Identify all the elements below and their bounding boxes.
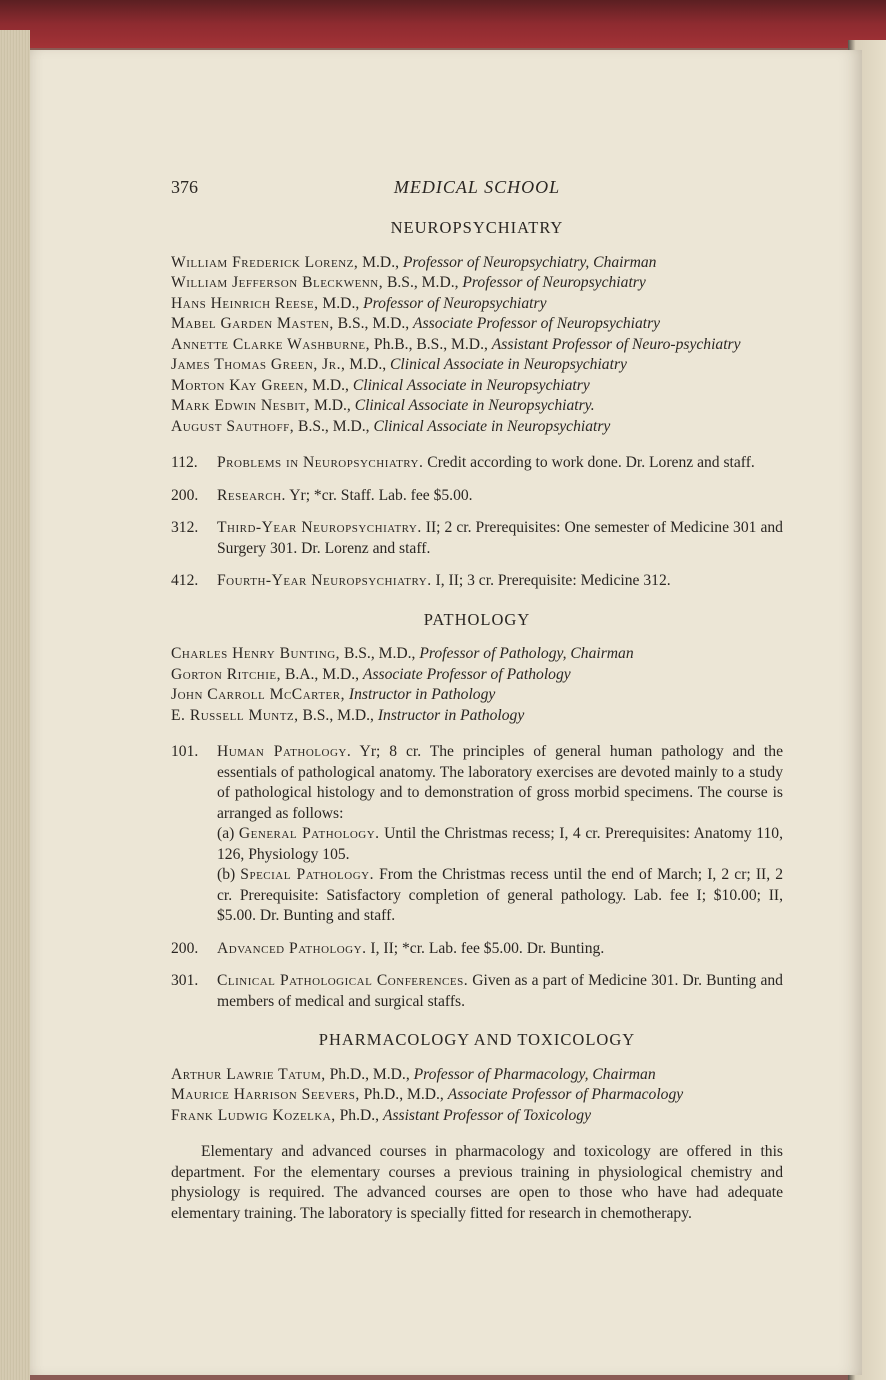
course-entry bbox=[171, 742, 783, 927]
course-description: Fourth-Year Neuropsychiatry. I, II; 3 cr. Prerequisite: Medicine 312. bbox=[217, 572, 671, 589]
course-number: 200. bbox=[171, 486, 199, 504]
course-description: Third-Year Neuropsychiatry. II; 2 cr. Prerequisites: One semester of Medicine 301 and Surgery 301. Dr. Lorenz and staff. bbox=[217, 519, 783, 557]
faculty-entry: Maurice Harrison Seevers, Ph.D., M.D., Associate Professor of Pharmacology bbox=[171, 1086, 684, 1103]
department-description: Elementary and advanced courses in pharmacology and toxicology are offered in this department. For the elementary courses a previous training in physiological chemistry and physiology is required. The advanced courses are open to those who have had adequate elementary training. The laboratory is specially fitted for research in chemotherapy. bbox=[171, 1143, 783, 1222]
faculty-entry: Mark Edwin Nesbit, M.D., Clinical Associate in Neuropsychiatry. bbox=[171, 397, 595, 414]
section-title-pathology: PATHOLOGY bbox=[423, 609, 531, 629]
running-head: MEDICAL SCHOOL bbox=[393, 177, 561, 197]
course-entry bbox=[171, 571, 783, 592]
faculty-entry: August Sauthoff, B.S., M.D., Clinical Associate in Neuropsychiatry bbox=[171, 417, 611, 435]
faculty-entry: John Carroll McCarter, Instructor in Pathology bbox=[171, 686, 496, 703]
faculty-list-neuropsychiatry bbox=[171, 253, 783, 438]
faculty-entry: E. Russell Muntz, B.S., M.D., Instructor in Pathology bbox=[171, 706, 525, 724]
course-entry bbox=[171, 518, 783, 559]
faculty-entry: William Jefferson Bleckwenn, B.S., M.D., Professor of Neuropsychiatry bbox=[171, 274, 646, 291]
course-entry bbox=[171, 939, 783, 960]
page-header bbox=[171, 177, 783, 199]
course-number: 301. bbox=[171, 972, 199, 989]
faculty-entry: Charles Henry Bunting, B.S., M.D., Professor of Pathology, Chairman bbox=[171, 645, 634, 662]
faculty-entry: Frank Ludwig Kozelka, Ph.D., Assistant Professor of Toxicology bbox=[171, 1106, 592, 1124]
course-entry bbox=[171, 486, 783, 507]
page-content bbox=[171, 218, 783, 1224]
faculty-list-pathology bbox=[171, 644, 783, 726]
course-description: Research. Yr; *cr. Staff. Lab. fee $5.00. bbox=[217, 486, 473, 504]
faculty-entry: Hans Heinrich Reese, M.D., Professor of Neuropsychiatry bbox=[171, 294, 547, 312]
course-description: Problems in Neuropsychiatry. Credit according to work done. Dr. Lorenz and staff. bbox=[217, 454, 755, 471]
course-description: Advanced Pathology. I, II; *cr. Lab. fee $5.00. Dr. Bunting. bbox=[217, 939, 605, 957]
course-number: 312. bbox=[171, 519, 199, 536]
section-title-pharmacology: PHARMACOLOGY AND TOXICOLOGY bbox=[318, 1030, 636, 1049]
course-number: 200. bbox=[171, 939, 199, 957]
course-description: Human Pathology. Yr; 8 cr. The principles of general human pathology and the essentials of pathological anatomy. The laboratory exercises are devoted mainly to a study of pathological histology and to demonstration of gross morbid specimens. The course is arranged as follows: (a) General Pathology. Until the Christmas recess; I, 4 cr. Prerequisites: Anatomy 110, 126, Physiology 105. (b) Special Pathology. From the Christmas recess until the end of March; I, 2 cr; II, 2 cr. Prerequisite: Satisfactory completion of general pathology. Lab. fee I; $10.00; II, $5.00. Dr. Bunting and staff. bbox=[217, 743, 783, 924]
faculty-entry: Morton Kay Green, M.D., Clinical Associate in Neuropsychiatry bbox=[171, 376, 590, 394]
course-number: 101. bbox=[171, 743, 199, 760]
book-spine-edge bbox=[0, 0, 886, 48]
faculty-entry: William Frederick Lorenz, M.D., Professor of Neuropsychiatry, Chairman bbox=[171, 253, 657, 271]
course-entry bbox=[171, 453, 783, 474]
faculty-entry: James Thomas Green, Jr., M.D., Clinical Associate in Neuropsychiatry bbox=[171, 356, 627, 373]
faculty-entry: Mabel Garden Masten, B.S., M.D., Associate Professor of Neuropsychiatry bbox=[171, 315, 661, 332]
course-number: 112. bbox=[171, 454, 198, 471]
faculty-entry: Gorton Ritchie, B.A., M.D., Associate Professor of Pathology bbox=[171, 665, 571, 683]
section-title-neuropsychiatry: NEUROPSYCHIATRY bbox=[390, 218, 564, 237]
page-stack-edge bbox=[0, 30, 30, 1380]
course-number: 412. bbox=[171, 572, 199, 589]
faculty-entry: Arthur Lawrie Tatum, Ph.D., M.D., Professor of Pharmacology, Chairman bbox=[171, 1065, 656, 1083]
course-description: Clinical Pathological Conferences. Given as a part of Medicine 301. Dr. Bunting and members of medical and surgical staffs. bbox=[217, 972, 783, 1010]
page-number: 376 bbox=[171, 177, 198, 197]
course-entry bbox=[171, 971, 783, 1012]
faculty-entry: Annette Clarke Washburne, Ph.B., B.S., M.D., Assistant Professor of Neuro-psychiatry bbox=[171, 335, 741, 353]
faculty-list-pharmacology bbox=[171, 1065, 783, 1127]
